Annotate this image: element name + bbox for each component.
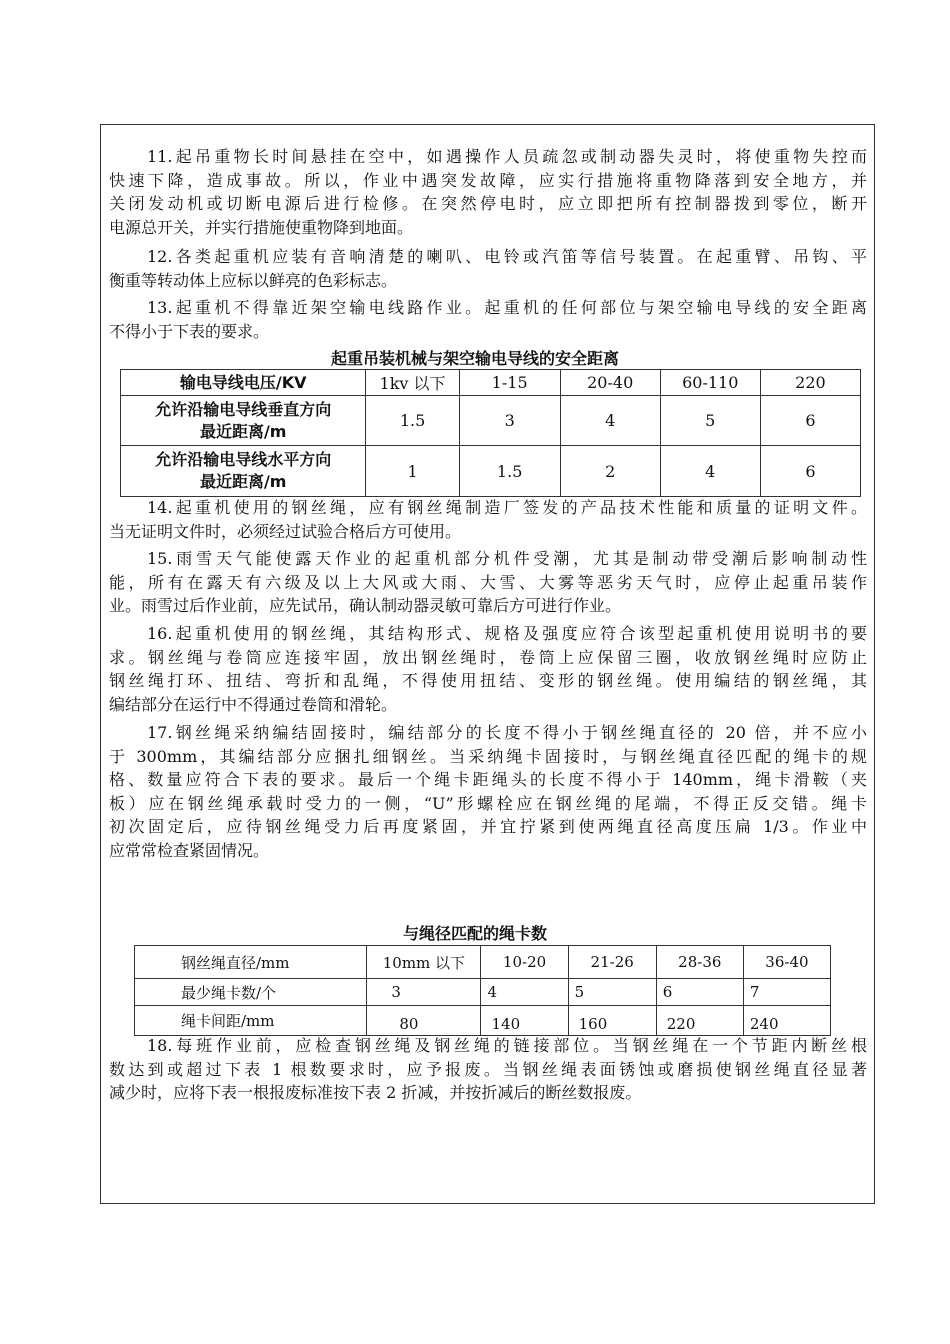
table-cell: 1 xyxy=(366,446,459,497)
table-cell: 160 xyxy=(568,1006,656,1036)
table-header-row xyxy=(135,946,831,979)
table-header-cell: 1-15 xyxy=(459,370,560,396)
text-line: 业。雨雪过后作业前，应先试吊，确认制动器灵敏可靠后方可进行作业。 xyxy=(109,596,622,615)
text-line: 17.钢丝绳采纳编结固接时，编结部分的长度不得小于钢丝绳直径的 20 倍，并不应小 xyxy=(147,723,867,742)
text-line: 衡重等转动体上应标以鲜亮的色彩标志。 xyxy=(109,270,398,290)
table-row xyxy=(135,979,831,1006)
text-line: 求。钢丝绳与卷筒应连接牢固，放出钢丝绳时，卷筒上应保留三圈，收放钢丝绳时应防止 xyxy=(109,647,867,667)
text-line: 15.雨雪天气能使露天作业的起重机部分机件受潮，尤其是制动带受潮后影响制动性 xyxy=(147,549,867,568)
text-line: 减少时，应将下表一根报废标准按下表 2 折减，并按折减后的断丝数报废。 xyxy=(109,1083,642,1102)
text-line: 14.起重机使用的钢丝绳，应有钢丝绳制造厂签发的产品技术性能和质量的证明文件。 xyxy=(147,498,867,517)
table-cell: 4 xyxy=(560,396,660,446)
text-line: 数达到或超过下表 1 根数要求时，应予报废。当钢丝绳表面锈蚀或磨损使钢丝绳直径显著 xyxy=(109,1059,867,1079)
table-cell: 140 xyxy=(481,1006,568,1036)
row-label: 允许沿输电导线垂直方向 最近距离/m xyxy=(121,396,366,446)
table-cell: 6 xyxy=(760,446,860,497)
table-row xyxy=(121,446,861,497)
table-header-row xyxy=(121,370,861,396)
table-header-cell: 36-40 xyxy=(743,946,830,979)
table-cell: 1.5 xyxy=(459,446,560,497)
table-header-cell: 10-20 xyxy=(481,946,568,979)
table-cell: 2 xyxy=(560,446,660,497)
text-line: 于 300mm，其编结部分应捆扎细钢丝。当采纳绳卡固接时，与钢丝绳直径匹配的绳卡的规 xyxy=(109,746,867,766)
text-line: 钢丝绳打环、扭结、弯折和乱绳，不得使用扭结、变形的钢丝绳。使用编结的钢丝绳，其 xyxy=(109,671,867,690)
table-row xyxy=(135,1006,831,1036)
table-header-cell: 220 xyxy=(760,370,860,396)
table-cell: 220 xyxy=(656,1006,743,1036)
text-line: 18.每班作业前，应检查钢丝绳及钢丝绳的链接部位。当钢丝绳在一个节距内断丝根 xyxy=(147,1036,867,1055)
text-line: 13.起重机不得靠近架空输电线路作业。起重机的任何部位与架空输电导线的安全距离 xyxy=(147,298,867,317)
text-line: 当无证明文件时，必须经过试验合格后方可使用。 xyxy=(109,521,462,541)
text-line: 应常常检查紧固情况。 xyxy=(109,840,270,860)
text-line: 编结部分在运行中不得通过卷筒和滑轮。 xyxy=(109,694,398,714)
text-line: 板）应在钢丝绳承载时受力的一侧，“U”形螺栓应在钢丝绳的尾端，不得正反交错。绳卡 xyxy=(109,793,867,813)
paragraph-11 xyxy=(109,145,867,239)
table-header-cell: 20-40 xyxy=(560,370,660,396)
table-header-cell: 输电导线电压/KV xyxy=(121,370,366,396)
table-header-cell: 钢丝绳直径/mm xyxy=(135,946,367,979)
text-line: 11.起吊重物长时间悬挂在空中，如遇操作人员疏忽或制动器失灵时，将使重物失控而 xyxy=(147,147,867,166)
safety-distance-table xyxy=(120,369,861,497)
text-line: 不得小于下表的要求。 xyxy=(109,321,270,341)
table-cell: 6 xyxy=(760,396,860,446)
paragraph-13 xyxy=(109,296,867,343)
text-line: 初次固定后，应待钢丝绳受力后再度紧固，并宜拧紧到使两绳直径高度压扁 1/3。作业中 xyxy=(109,817,867,836)
text-line: 关闭发动机或切断电源后进行检修。在突然停电时，应立即把所有控制器拨到零位，断开 xyxy=(109,194,867,213)
paragraph-15 xyxy=(109,547,867,618)
table-cell: 1.5 xyxy=(366,396,459,446)
row-label: 最少绳卡数/个 xyxy=(135,979,367,1006)
text-line: 电源总开关，并实行措施使重物降到地面。 xyxy=(109,217,414,237)
table-cell: 3 xyxy=(459,396,560,446)
row-label: 允许沿输电导线水平方向 最近距离/m xyxy=(121,446,366,497)
text-line: 16.起重机使用的钢丝绳，其结构形式、规格及强度应符合该型起重机使用说明书的要 xyxy=(147,624,867,643)
paragraph-16 xyxy=(109,622,867,716)
table-header-cell: 21-26 xyxy=(568,946,656,979)
row-label: 绳卡间距/mm xyxy=(135,1006,367,1036)
table-header-cell: 60-110 xyxy=(660,370,760,396)
text-line: 12.各类起重机应装有音响清楚的喇叭、电铃或汽笛等信号装置。在起重臂、吊钩、平 xyxy=(147,247,867,266)
table-cell: 240 xyxy=(743,1006,830,1036)
table-cell: 4 xyxy=(481,979,568,1006)
paragraph-14 xyxy=(109,496,867,543)
table-header-cell: 10mm 以下 xyxy=(367,946,481,979)
table-header-cell: 1kv 以下 xyxy=(366,370,459,396)
text-line: 格、数量应符合下表的要求。最后一个绳卡距绳头的长度不得小于 140mm，绳卡滑鞍（夹 xyxy=(109,770,867,789)
rope-clip-table xyxy=(134,945,831,1036)
table-row xyxy=(121,396,861,446)
table-header-cell: 28-36 xyxy=(656,946,743,979)
table-cell: 7 xyxy=(743,979,830,1006)
table-cell: 6 xyxy=(656,979,743,1006)
table-cell: 80 xyxy=(367,1006,481,1036)
table-cell: 4 xyxy=(660,446,760,497)
table-cell: 3 xyxy=(367,979,481,1006)
text-line: 快速下降，造成事故。所以，作业中遇突发故障，应实行措施将重物降落到安全地方，并 xyxy=(109,170,867,190)
paragraph-12 xyxy=(109,245,867,292)
paragraph-18 xyxy=(109,1034,867,1105)
table-cell: 5 xyxy=(660,396,760,446)
paragraph-17 xyxy=(109,721,867,862)
table-cell: 5 xyxy=(568,979,656,1006)
table1-caption: 起重吊装机械与架空输电导线的安全距离 xyxy=(330,349,619,368)
text-line: 能，所有在露天有六级及以上大风或大雨、大雪、大雾等恶劣天气时，应停止起重吊装作 xyxy=(109,572,867,592)
table2-caption: 与绳径匹配的绳卡数 xyxy=(402,924,547,943)
